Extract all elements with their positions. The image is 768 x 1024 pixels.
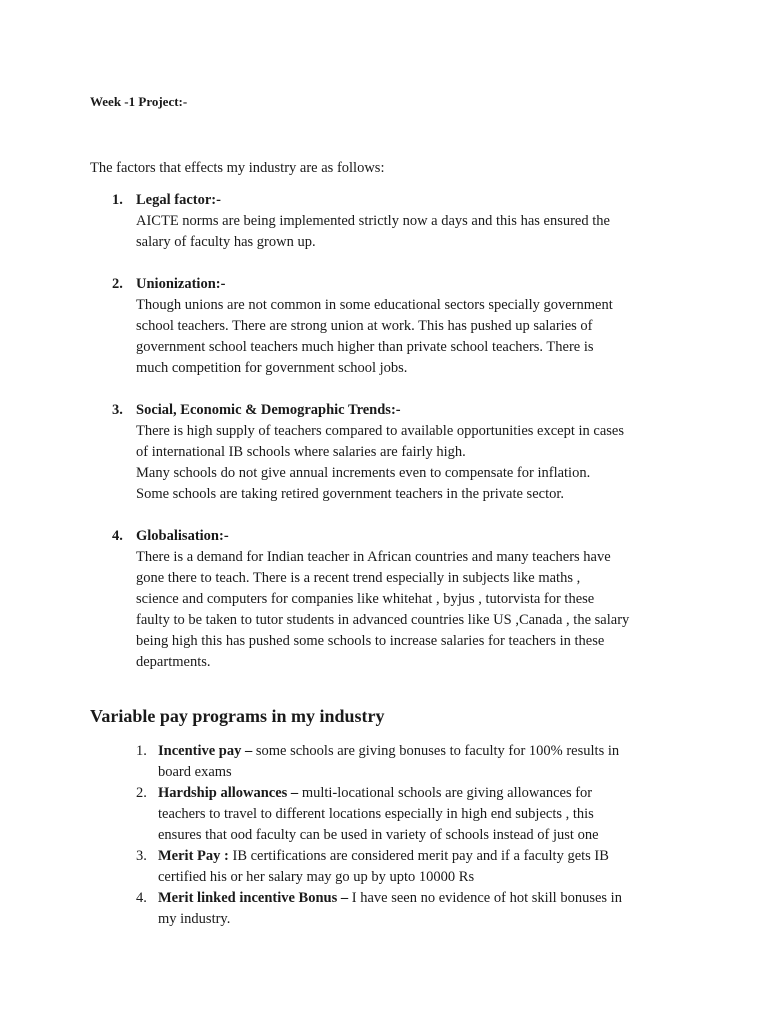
variable-pay-text-line: board exams [158,764,232,780]
factors-list [90,190,690,694]
factor-text-line: school teachers. There are strong union at work. This has pushed up salaries of [136,318,593,334]
factor-number: 4. [112,528,123,544]
factor-item-unionization [90,274,690,379]
variable-pay-item [90,783,690,846]
factor-heading: Legal factor:- [136,192,221,208]
variable-pay-term: Merit linked incentive Bonus – [158,890,349,906]
factor-text-line: science and computers for companies like whitehat , byjus , tutorvista for these [136,591,595,607]
factor-heading: Unionization:- [136,276,226,292]
variable-pay-item [90,846,690,888]
factor-text-line: There is high supply of teachers compared to available opportunities except in cases [136,423,625,439]
variable-pay-text-line: teachers to travel to different locations especially in high end subjects , this [158,806,594,822]
factor-item-social-economic [90,400,690,505]
factor-item-legal [90,190,690,253]
factor-item-globalisation [90,526,690,673]
factor-text-line: being high this has pushed some schools to increase salaries for teachers in these [136,633,605,649]
factor-number: 3. [112,402,123,418]
variable-pay-number: 3. [136,848,147,864]
variable-pay-number: 4. [136,890,147,906]
factor-text-line: of international IB schools where salaries are fairly high. [136,444,466,460]
intro-paragraph: The factors that effects my industry are as follows: [90,160,385,176]
factor-text-line: much competition for government school jobs. [136,360,408,376]
variable-pay-text-line [158,741,690,762]
factor-text-line: Though unions are not common in some educational sectors specially government [136,297,613,313]
variable-pay-item [90,888,690,930]
variable-pay-number: 2. [136,785,147,801]
variable-pay-list [90,741,690,930]
variable-pay-term: Merit Pay : [158,848,229,864]
factor-heading: Social, Economic & Demographic Trends:- [136,402,401,418]
section-heading: Variable pay programs in my industry [90,706,385,726]
variable-pay-text-line [158,783,690,804]
factor-text-line: Some schools are taking retired government teachers in the private sector. [136,486,565,502]
factor-text-line: AICTE norms are being implemented strictly now a days and this has ensured the [136,213,610,229]
variable-pay-text: some schools are giving bonuses to faculty for 100% results in [252,743,620,759]
variable-pay-text-line [158,846,690,867]
variable-pay-text-line: certified his or her salary may go up by upto 10000 Rs [158,869,475,885]
factor-text-line: gone there to teach. There is a recent trend especially in subjects like maths , [136,570,581,586]
factor-text-line: Many schools do not give annual increments even to compensate for inflation. [136,465,591,481]
factor-text-line: government school teachers much higher than private school teachers. There is [136,339,594,355]
variable-pay-term: Hardship allowances – [158,785,299,801]
factor-number: 1. [112,192,123,208]
variable-pay-text-line [158,888,690,909]
factor-text-line: There is a demand for Indian teacher in African countries and many teachers have [136,549,611,565]
variable-pay-text: multi-locational schools are giving allowances for [298,785,593,801]
variable-pay-term: Incentive pay – [158,743,253,759]
variable-pay-number: 1. [136,743,147,759]
factor-text-line: faulty to be taken to tutor students in advanced countries like US ,Canada , the salary [136,612,630,628]
variable-pay-text-line: ensures that ood faculty can be used in variety of schools instead of just one [158,827,599,843]
factor-heading: Globalisation:- [136,528,229,544]
variable-pay-text: I have seen no evidence of hot skill bonuses in [348,890,622,906]
variable-pay-text-line: my industry. [158,911,231,927]
variable-pay-item [90,741,690,783]
document-title: Week -1 Project:- [90,94,188,109]
factor-text-line: salary of faculty has grown up. [136,234,316,250]
factor-text-line: departments. [136,654,211,670]
factor-number: 2. [112,276,123,292]
variable-pay-text: IB certifications are considered merit pay and if a faculty gets IB [228,848,609,864]
